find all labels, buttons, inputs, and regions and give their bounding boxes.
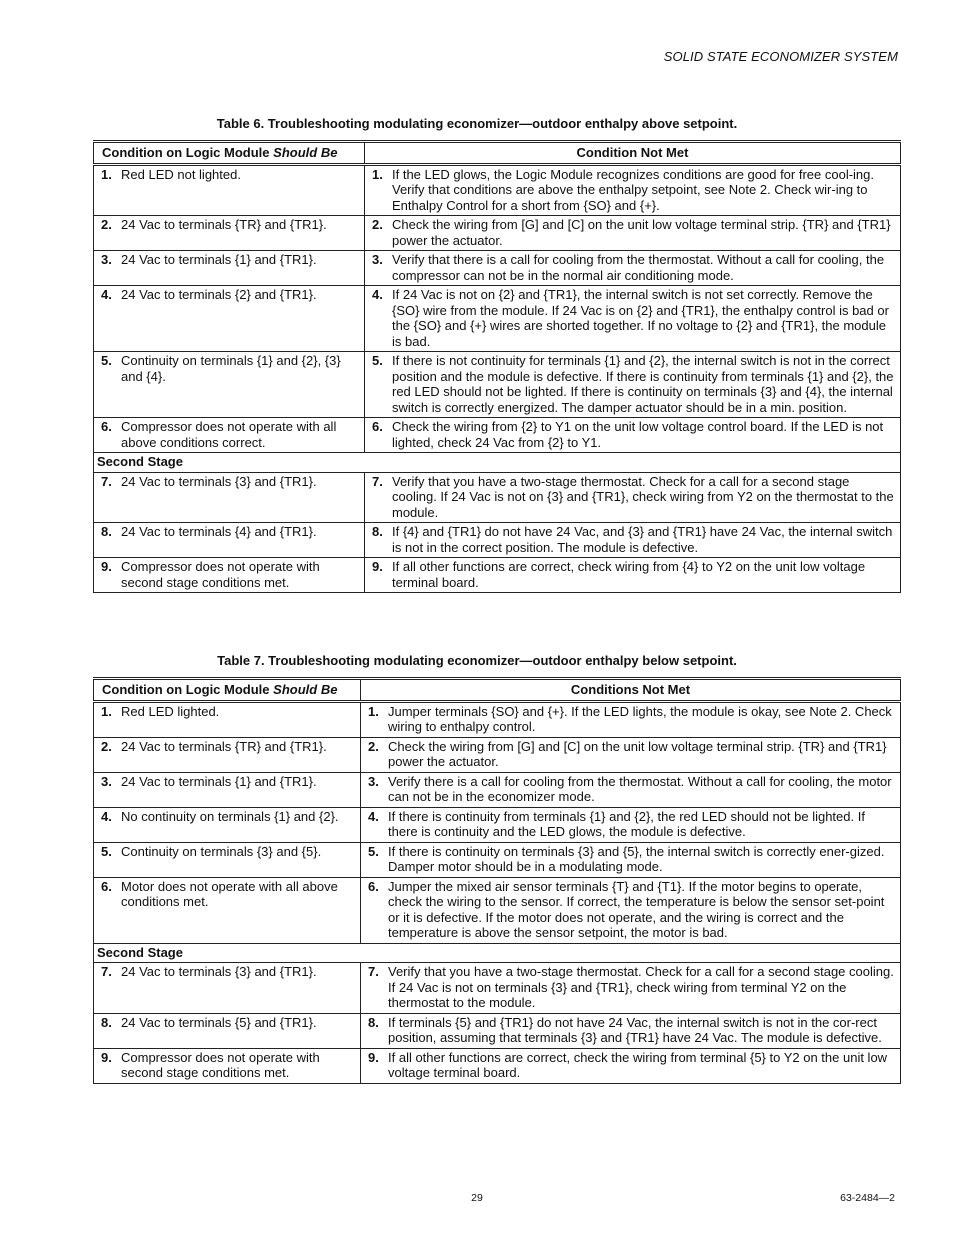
item-number: 7. [372, 473, 383, 489]
condition-text: 24 Vac to terminals {5} and {TR1}. [121, 1014, 317, 1030]
remedy-item [370, 474, 896, 521]
item-number: 4. [101, 287, 112, 302]
condition-item [99, 287, 360, 303]
condition-cell [94, 701, 361, 737]
item-number: 6. [368, 878, 379, 894]
remedy-cell [365, 251, 901, 286]
condition-item [99, 964, 356, 980]
remedy-text: If there is continuity on terminals {3} and {5}, the internal switch is correctly ener-gized. Damper motor should be in a modulating mode. [388, 843, 885, 874]
remedy-text: Verify that you have a two-stage thermostat. Check for a call for a second stage cooling. If 24 Vac is not on terminals {3} and {TR1}, check wiring from terminal Y2 on the thermostat to the module. [388, 964, 894, 1010]
item-number: 6. [101, 419, 112, 434]
table-row [94, 418, 901, 453]
remedy-cell [365, 558, 901, 593]
table-row [94, 216, 901, 251]
item-number: 5. [372, 353, 383, 368]
section-row [94, 453, 901, 473]
condition-cell [94, 352, 365, 418]
condition-item [99, 1050, 356, 1081]
remedy-text: If the LED glows, the Logic Module recognizes conditions are good for free cool-ing. Verify that conditions are above the enthalpy setpoint, see Note 2. Check wir-ing to Enthalpy Control for a short from {SO} and {+}. [392, 166, 874, 213]
remedy-cell [365, 286, 901, 352]
condition-text: 24 Vac to terminals {2} and {TR1}. [121, 287, 317, 302]
item-number: 9. [101, 1049, 112, 1065]
item-number: 3. [368, 773, 379, 789]
condition-text: 24 Vac to terminals {3} and {TR1}. [121, 964, 317, 979]
remedy-item [370, 217, 896, 248]
page-number: 29 [471, 1192, 483, 1204]
item-number: 3. [101, 773, 112, 789]
remedy-item [370, 167, 896, 214]
condition-item [99, 252, 360, 268]
table-row [94, 842, 901, 877]
remedy-cell [361, 772, 901, 807]
condition-item [99, 217, 360, 233]
remedy-item [370, 252, 896, 283]
condition-text: Compressor does not operate with second stage conditions met. [121, 559, 320, 590]
remedy-text: Check the wiring from [G] and [C] on the unit low voltage terminal strip. {TR} and {TR1} power the actuator. [392, 217, 891, 248]
condition-cell [94, 772, 361, 807]
condition-cell [94, 877, 361, 943]
remedy-item [366, 739, 896, 770]
section-label: Second Stage [94, 943, 901, 963]
item-number: 3. [372, 252, 383, 267]
table-row [94, 1013, 901, 1048]
remedy-text: Verify that you have a two-stage thermostat. Check for a call for a second stage cooling. If 24 Vac is not on {3} and {TR1}, check wiring from Y2 on the thermostat to the module. [392, 473, 894, 520]
condition-text: Continuity on terminals {3} and {5}. [121, 843, 322, 859]
condition-cell [94, 737, 361, 772]
remedy-cell [365, 352, 901, 418]
condition-item [99, 844, 356, 860]
item-number: 9. [372, 559, 383, 574]
column-header-condition: Condition on Logic Module Should Be [94, 679, 361, 702]
condition-cell [94, 164, 365, 216]
remedy-item [366, 809, 896, 840]
table-7-caption: Table 7. Troubleshooting modulating economizer—outdoor enthalpy below setpoint. [217, 653, 737, 668]
remedy-cell [361, 1048, 901, 1083]
column-header-condition: Condition on Logic Module Should Be [94, 142, 365, 165]
item-number: 6. [101, 878, 112, 894]
item-number: 2. [368, 738, 379, 754]
remedy-cell [361, 701, 901, 737]
condition-text: Compressor does not operate with all above conditions correct. [121, 419, 337, 450]
item-number: 2. [372, 217, 383, 232]
remedy-cell [361, 807, 901, 842]
item-number: 8. [372, 524, 383, 539]
remedy-text: If there is continuity from terminals {1} and {2}, the red LED should not be lighted. If there is continuity and the LED glows, the module is defective. [388, 808, 865, 839]
remedy-text: Verify there is a call for cooling from the thermostat. Without a call for cooling, the motor can not be in the economizer mode. [388, 773, 892, 804]
table-6 [93, 140, 901, 593]
item-number: 8. [101, 524, 112, 539]
table-row [94, 558, 901, 593]
remedy-item [366, 879, 896, 941]
remedy-item [366, 774, 896, 805]
remedy-cell [365, 418, 901, 453]
remedy-item [366, 964, 896, 1011]
table-row [94, 472, 901, 523]
condition-cell [94, 523, 365, 558]
item-number: 9. [101, 559, 112, 574]
item-number: 4. [101, 808, 112, 824]
remedy-text: If all other functions are correct, check the wiring from terminal {5} to Y2 on the unit low voltage terminal board. [388, 1049, 888, 1080]
table-6-caption: Table 6. Troubleshooting modulating economizer—outdoor enthalpy above setpoint. [216, 116, 738, 131]
table-row [94, 251, 901, 286]
condition-item [99, 774, 356, 790]
condition-text: Compressor does not operate with second stage conditions met. [121, 1049, 320, 1080]
condition-item [99, 559, 360, 590]
remedy-text: Jumper the mixed air sensor terminals {T} and {T1}. If the motor begins to operate, check the wiring to the sensor. If correct, the temperature is below the sensor set-point or it is defective. If the motor does not operate, and the wiring is correct and the temperature is above the sensor setpoint, the motor is bad. [388, 878, 885, 940]
table-7 [93, 677, 901, 1084]
item-number: 1. [101, 703, 112, 719]
condition-cell [94, 251, 365, 286]
condition-cell [94, 1048, 361, 1083]
section-label: Second Stage [94, 453, 901, 473]
condition-item [99, 1015, 356, 1031]
item-number: 4. [372, 287, 383, 302]
remedy-item [366, 1050, 896, 1081]
condition-text: 24 Vac to terminals {1} and {TR1}. [121, 252, 317, 267]
condition-cell [94, 963, 361, 1014]
remedy-item [366, 1015, 896, 1046]
table-row [94, 772, 901, 807]
condition-item [99, 419, 360, 450]
item-number: 4. [368, 808, 379, 824]
item-number: 2. [101, 217, 112, 232]
table-row [94, 352, 901, 418]
remedy-cell [361, 1013, 901, 1048]
item-number: 7. [101, 964, 112, 979]
remedy-text: If {4} and {TR1} do not have 24 Vac, and {3} and {TR1} have 24 Vac, the internal switch is not in the correct position. The module is defective. [392, 524, 893, 555]
remedy-item [366, 844, 896, 875]
table-header-row [94, 679, 901, 702]
item-number: 1. [101, 166, 112, 182]
table-row [94, 286, 901, 352]
column-header-not-met: Conditions Not Met [361, 679, 901, 702]
remedy-text: If terminals {5} and {TR1} do not have 24 Vac, the internal switch is not in the cor-rect position, assuming that terminals {3} and {TR1} have 24 Vac. The module is defective. [388, 1014, 882, 1045]
condition-item [99, 474, 360, 490]
remedy-text: If all other functions are correct, check wiring from {4} to Y2 on the unit low voltage terminal board. [392, 559, 866, 590]
table-row [94, 963, 901, 1014]
condition-item [99, 879, 356, 910]
condition-cell [94, 216, 365, 251]
condition-cell [94, 842, 361, 877]
item-number: 7. [101, 473, 112, 489]
condition-cell [94, 472, 365, 523]
section-row [94, 943, 901, 963]
remedy-cell [365, 216, 901, 251]
remedy-cell [361, 842, 901, 877]
remedy-text: Check the wiring from [G] and [C] on the unit low voltage terminal strip. {TR} and {TR1} power the actuator. [388, 738, 887, 769]
remedy-text: If 24 Vac is not on {2} and {TR1}, the internal switch is not set correctly. Remove the {SO} wire from the module. If 24 Vac is on {2} and {TR1}, the enthalpy control is bad or the {SO} and {+} wires are shorted together. If no voltage to {2} and {TR1}, the module is bad. [392, 287, 889, 349]
remedy-item [370, 419, 896, 450]
condition-text: 24 Vac to terminals {TR} and {TR1}. [121, 217, 327, 232]
table-row [94, 1048, 901, 1083]
item-number: 5. [368, 843, 379, 859]
remedy-cell [361, 877, 901, 943]
item-number: 5. [101, 843, 112, 859]
remedy-cell [365, 164, 901, 216]
remedy-item [370, 524, 896, 555]
item-number: 7. [368, 964, 379, 979]
condition-text: 24 Vac to terminals {1} and {TR1}. [121, 773, 317, 789]
condition-text: 24 Vac to terminals {3} and {TR1}. [121, 473, 317, 489]
item-number: 1. [372, 166, 383, 182]
item-number: 9. [368, 1049, 379, 1065]
item-number: 1. [368, 703, 379, 719]
condition-text: 24 Vac to terminals {4} and {TR1}. [121, 524, 317, 539]
condition-text: 24 Vac to terminals {TR} and {TR1}. [121, 738, 327, 754]
condition-item [99, 704, 356, 720]
running-head: SOLID STATE ECONOMIZER SYSTEM [663, 49, 898, 64]
condition-text: Continuity on terminals {1} and {2}, {3} and {4}. [121, 353, 341, 384]
condition-item [99, 809, 356, 825]
condition-item [99, 739, 356, 755]
table-row [94, 701, 901, 737]
table-row [94, 164, 901, 216]
remedy-item [370, 353, 896, 415]
condition-cell [94, 418, 365, 453]
item-number: 2. [101, 738, 112, 754]
remedy-cell [365, 472, 901, 523]
item-number: 5. [101, 353, 112, 368]
condition-text: Red LED not lighted. [121, 166, 241, 182]
item-number: 6. [372, 419, 383, 434]
remedy-item [370, 287, 896, 349]
condition-cell [94, 807, 361, 842]
remedy-cell [365, 523, 901, 558]
remedy-item [366, 704, 896, 735]
condition-item [99, 353, 360, 384]
remedy-text: Jumper terminals {SO} and {+}. If the LED lights, the module is okay, see Note 2. Check wiring to enthalpy control. [388, 703, 892, 734]
table-header-row [94, 142, 901, 165]
remedy-text: Check the wiring from {2} to Y1 on the unit low voltage control board. If the LED is not lighted, check 24 Vac from {2} to Y1. [392, 419, 884, 450]
remedy-item [370, 559, 896, 590]
condition-text: Red LED lighted. [121, 703, 220, 719]
remedy-cell [361, 963, 901, 1014]
condition-item [99, 167, 360, 183]
condition-text: No continuity on terminals {1} and {2}. [121, 808, 339, 824]
item-number: 3. [101, 252, 112, 267]
table-row [94, 807, 901, 842]
table-row [94, 877, 901, 943]
table-row [94, 737, 901, 772]
table-row [94, 523, 901, 558]
condition-cell [94, 1013, 361, 1048]
condition-cell [94, 558, 365, 593]
condition-cell [94, 286, 365, 352]
condition-text: Motor does not operate with all above conditions met. [121, 878, 338, 909]
remedy-text: Verify that there is a call for cooling from the thermostat. Without a call for cooling, the compressor can not be in the normal air conditioning mode. [392, 252, 885, 283]
item-number: 8. [368, 1014, 379, 1030]
document-code: 63-2484—2 [840, 1192, 895, 1204]
condition-item [99, 524, 360, 540]
remedy-text: If there is not continuity for terminals {1} and {2}, the internal switch is not in the correct position and the module is defective. If there is continuity from terminals {1} and {2}, the red LED should not be lighted. If there is continuity on terminals {3} and {4}, the internal switch is correctly energized. The damper actuator should be in a min. position. [392, 353, 894, 415]
column-header-not-met: Condition Not Met [365, 142, 901, 165]
remedy-cell [361, 737, 901, 772]
item-number: 8. [101, 1014, 112, 1030]
